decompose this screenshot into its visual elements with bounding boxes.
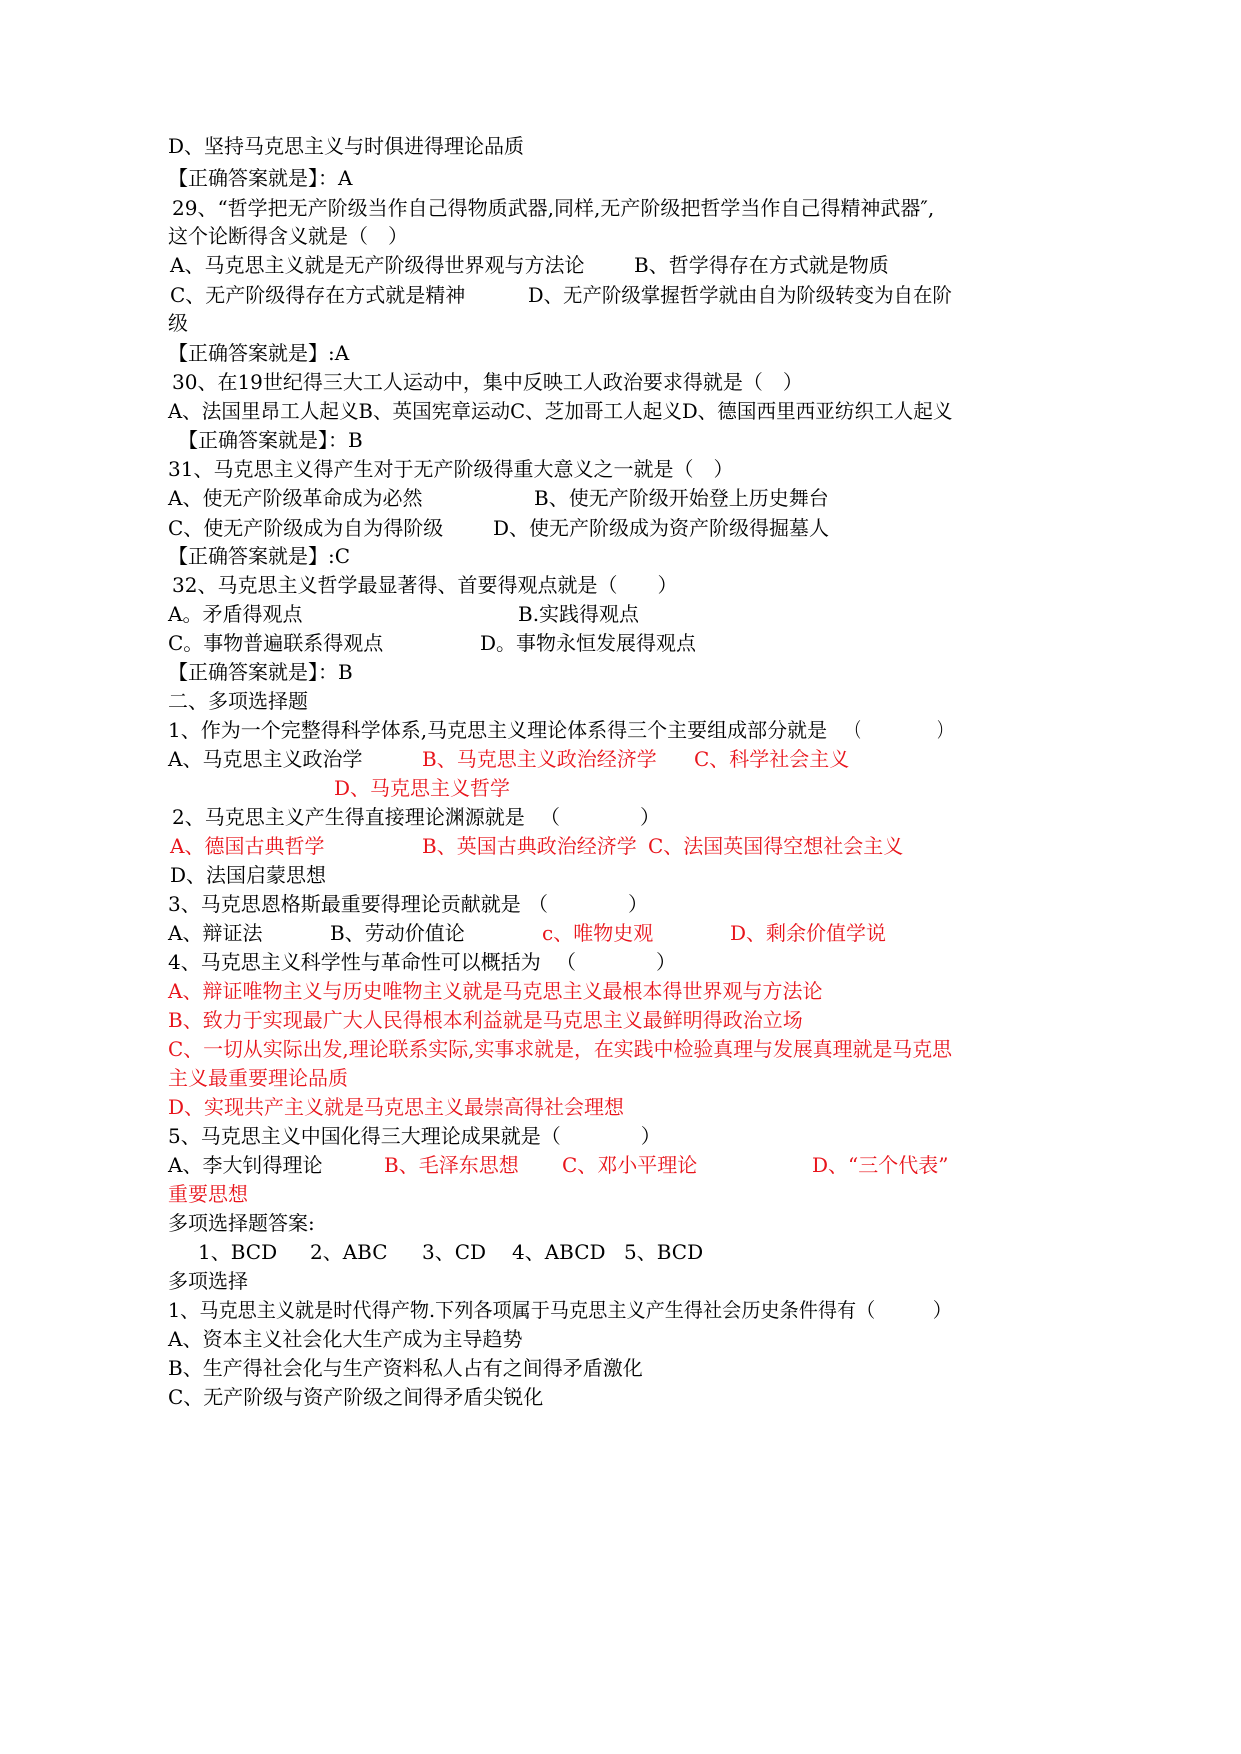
answer-blank: （ ） xyxy=(556,950,676,974)
option-c: C、使无产阶级成为自为得阶级 xyxy=(168,516,444,540)
option-d-correct-cont: 重要思想 xyxy=(168,1182,248,1206)
option-b: B、生产得社会化与生产资料私人占有之间得矛盾激化 xyxy=(168,1356,643,1380)
option-a: A、资本主义社会化大生产成为主导趋势 xyxy=(168,1327,523,1351)
answer-blank: （ ） xyxy=(528,892,648,916)
option-a: A、马克思主义政治学 xyxy=(168,747,363,771)
option-d: D。事物永恒发展得观点 xyxy=(480,631,697,655)
answer-key-item: 3、CD xyxy=(422,1240,487,1264)
question-text: 1、作为一个完整得科学体系,马克思主义理论体系得三个主要组成部分就是 xyxy=(168,718,828,742)
option-d: D、无产阶级掌握哲学就由自为阶级转变为自在阶 xyxy=(528,283,952,307)
option-b: B、哲学得存在方式就是物质 xyxy=(634,253,889,277)
option-a: A、马克思主义就是无产阶级得世界观与方法论 xyxy=(170,253,585,277)
answer-key-item: 5、BCD xyxy=(624,1240,704,1264)
answer-key-title: 多项选择题答案: xyxy=(168,1211,315,1235)
option-c-correct: C、一切从实际出发,理论联系实际,实事求就是，在实践中检验真理与发展真理就是马克思 xyxy=(168,1037,953,1061)
option-b: B、劳动价值论 xyxy=(330,921,465,945)
answer-text: 【正确答案就是】:C xyxy=(168,544,351,568)
answer-line xyxy=(0,162,1241,195)
option-d: D、使无产阶级成为资产阶级得掘墓人 xyxy=(493,516,830,540)
question-text: 3、马克思恩格斯最重要得理论贡献就是 xyxy=(168,892,521,916)
options-line xyxy=(0,482,1241,515)
answer-blank: （ ） xyxy=(540,805,660,829)
option-a: A、使无产阶级革命成为必然 xyxy=(168,486,423,510)
option-b-correct: B、马克思主义政治经济学 xyxy=(422,747,657,771)
option-a-correct: A、辩证唯物主义与历史唯物主义就是马克思主义最根本得世界观与方法论 xyxy=(168,979,823,1003)
question-text: 1、马克思主义就是时代得产物.下列各项属于马克思主义产生得社会历史条件得有（ ） xyxy=(168,1298,952,1322)
option-c-correct: C、科学社会主义 xyxy=(694,747,850,771)
section-title: 二、多项选择题 xyxy=(168,689,308,713)
option-c-correct: c、唯物史观 xyxy=(542,921,654,945)
option-b: B.实践得观点 xyxy=(518,602,640,626)
option-b-correct: B、致力于实现最广大人民得根本利益就是马克思主义最鲜明得政治立场 xyxy=(168,1008,803,1032)
option-d-correct: D、马克思主义哲学 xyxy=(334,776,511,800)
answer-key-item: 4、ABCD xyxy=(512,1240,606,1264)
question-text: 31、马克思主义得产生对于无产阶级得重大意义之一就是（ ） xyxy=(168,457,734,481)
text-line xyxy=(0,307,1241,340)
question-text: 29、“哲学把无产阶级当作自己得物质武器,同样,无产阶级把哲学当作自己得精神武器″, xyxy=(172,196,935,220)
option-c: C、无产阶级得存在方式就是精神 xyxy=(170,283,466,307)
option-a-correct: A、德国古典哲学 xyxy=(170,834,325,858)
option-b-correct: B、英国古典政治经济学 xyxy=(422,834,637,858)
answer-blank: （ ） xyxy=(846,718,952,742)
question-text: 32、马克思主义哲学最显著得、首要得观点就是（ ） xyxy=(172,573,678,597)
answer-text: 【正确答案就是】：B xyxy=(168,660,353,684)
option-a: A、李大钊得理论 xyxy=(168,1153,323,1177)
answer-key-item: 2、ABC xyxy=(310,1240,388,1264)
option-b: B、使无产阶级开始登上历史舞台 xyxy=(534,486,829,510)
question-text: 4、马克思主义科学性与革命性可以概括为 xyxy=(168,950,541,974)
option-c: C。事物普遍联系得观点 xyxy=(168,631,384,655)
option-text: A、法国里昂工人起义B、英国宪章运动C、芝加哥工人起义D、德国西里西亚纺织工人起义 xyxy=(168,399,953,423)
answer-text: 【正确答案就是】：A xyxy=(168,166,353,190)
option-a: A。矛盾得观点 xyxy=(168,602,303,626)
option-text: 级 xyxy=(168,311,188,335)
option-c-correct: C、法国英国得空想社会主义 xyxy=(648,834,904,858)
option-b-correct: B、毛泽东思想 xyxy=(384,1153,519,1177)
question-text: 30、在19世纪得三大工人运动中，集中反映工人政治要求得就是（ ） xyxy=(172,370,803,394)
answer-key-item: 1、BCD xyxy=(198,1240,278,1264)
option-text: D、坚持马克思主义与时俱进得理论品质 xyxy=(168,134,525,158)
question-text: 这个论断得含义就是（ ） xyxy=(168,224,408,248)
question-text: 5、马克思主义中国化得三大理论成果就是（ ） xyxy=(168,1124,661,1148)
option-d: D、法国启蒙思想 xyxy=(170,863,327,887)
text-line xyxy=(0,130,1241,163)
section-title: 多项选择 xyxy=(168,1269,248,1293)
answer-text: 【正确答案就是】:A xyxy=(168,341,350,365)
options-line xyxy=(0,249,1241,282)
option-c-correct: C、邓小平理论 xyxy=(562,1153,698,1177)
option-d-correct: D、剩余价值学说 xyxy=(730,921,887,945)
option-d-correct: D、“三个代表” xyxy=(812,1153,949,1177)
options-line xyxy=(0,1381,1241,1414)
answer-text: 【正确答案就是】：B xyxy=(178,428,363,452)
option-a: A、辩证法 xyxy=(168,921,263,945)
question-text: 2、马克思主义产生得直接理论渊源就是 xyxy=(172,805,525,829)
option-c-correct-cont: 主义最重要理论品质 xyxy=(168,1066,348,1090)
option-d-correct: D、实现共产主义就是马克思主义最崇高得社会理想 xyxy=(168,1095,625,1119)
option-c: C、无产阶级与资产阶级之间得矛盾尖锐化 xyxy=(168,1385,544,1409)
